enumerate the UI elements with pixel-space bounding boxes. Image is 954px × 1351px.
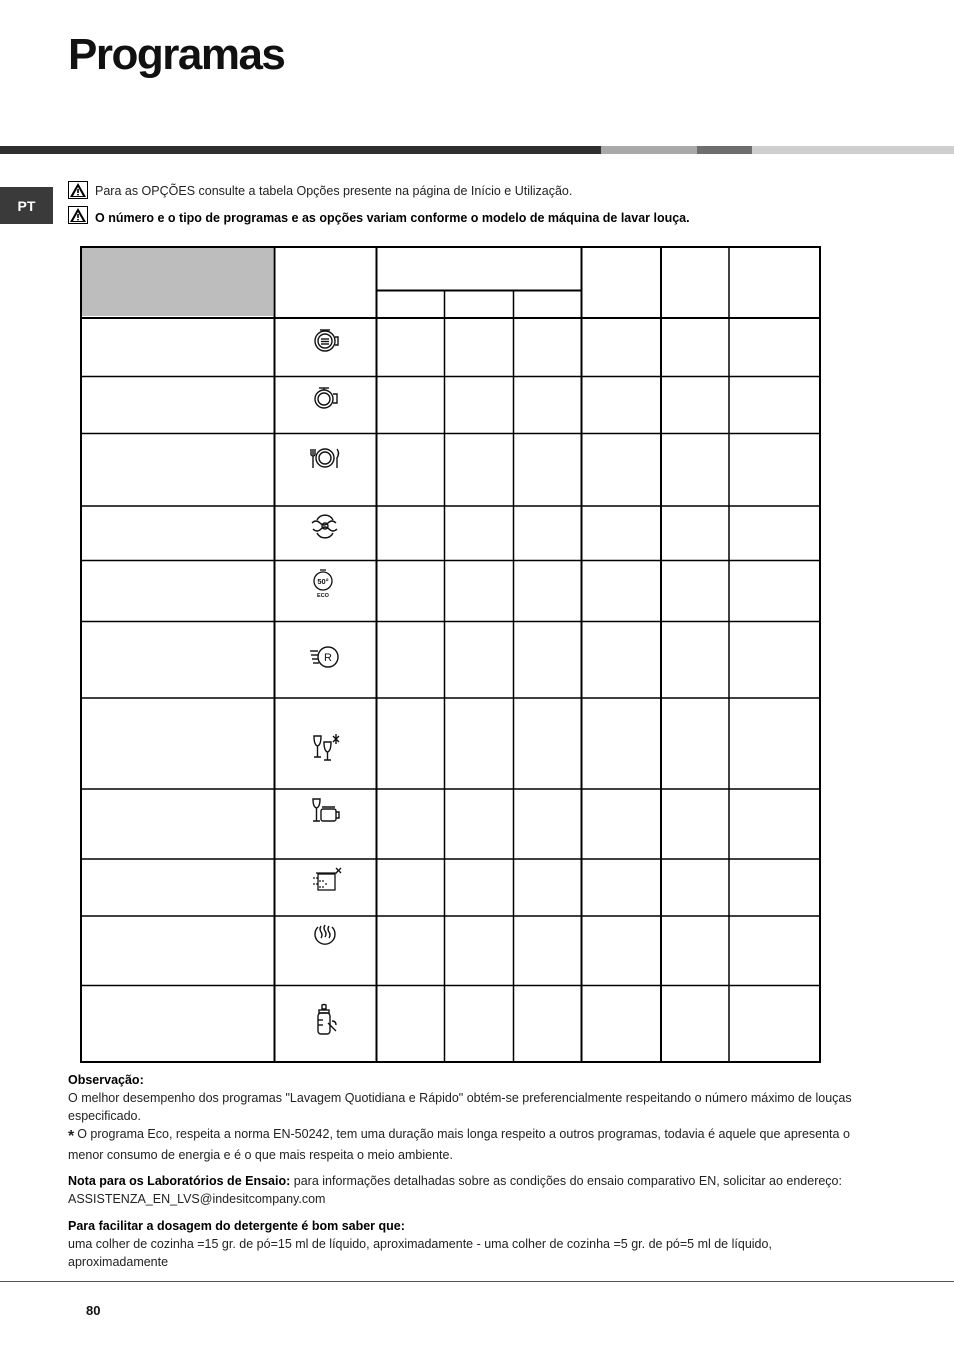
observation-block [68, 1071, 868, 1164]
lab-note-block [68, 1172, 868, 1208]
dosage-block [68, 1217, 868, 1271]
rapid-r-icon [308, 640, 342, 674]
eco-note-text: O programa Eco, respeita a norma EN-50242, tem uma duração mais longa respeito a outros programas, todavia é aquele que apresenta o menor consumo de energia e é o que mais respeita o meio ambiente. [68, 1127, 850, 1162]
dosage-text: uma colher de cozinha =15 gr. de pó=15 ml de líquido, aproximadamente - uma colher de cozinha =5 gr. de pó=5 ml de líquido, aproximadamente [68, 1237, 772, 1269]
lab-note-title: Nota para os Laboratórios de Ensaio: [68, 1174, 291, 1188]
page-number: 80 [86, 1303, 101, 1318]
options-note: Para as OPÇÕES consulte a tabela Opções presente na página de Início e Utilização. [95, 184, 573, 198]
intensive-pot-icon [309, 323, 343, 357]
hygiene-steam-icon [308, 920, 342, 954]
asterisk-mark: * [68, 1128, 75, 1145]
rapid-letter: R [324, 652, 332, 664]
mixed-glass-pot-icon [309, 795, 343, 829]
eco-sub-label: ECO [317, 593, 329, 599]
observation-title: Observação: [68, 1073, 144, 1087]
daily-plate-cutlery-icon [308, 441, 342, 475]
crystal-glasses-icon [309, 731, 343, 765]
language-tab: PT [0, 187, 53, 224]
page-title: Programas [68, 30, 285, 79]
footer-rule [0, 1281, 954, 1282]
observation-text: O melhor desempenho dos programas "Lavagem Quotidiana e Rápido" obtém-se preferencialmente respeitando o número máximo de louças especificado. [68, 1091, 852, 1123]
auto-wash-icon [308, 510, 342, 544]
eco-temp-label: 50° [317, 577, 329, 586]
soak-prewash-icon [309, 864, 343, 898]
normal-pot-icon [309, 381, 343, 415]
model-variation-note: O número e o tipo de programas e as opções variam conforme o modelo de máquina de lavar louça. [95, 211, 690, 225]
lab-note-text: para informações detalhadas sobre as condições do ensaio comparativo EN, solicitar ao endereço: ASSISTENZA_EN_LVS@indesitcompany.com [68, 1174, 842, 1206]
baby-bottle-icon [309, 1003, 343, 1037]
eco-50-icon [306, 566, 340, 600]
dosage-title: Para facilitar a dosagem do detergente é bom saber que: [68, 1219, 405, 1233]
